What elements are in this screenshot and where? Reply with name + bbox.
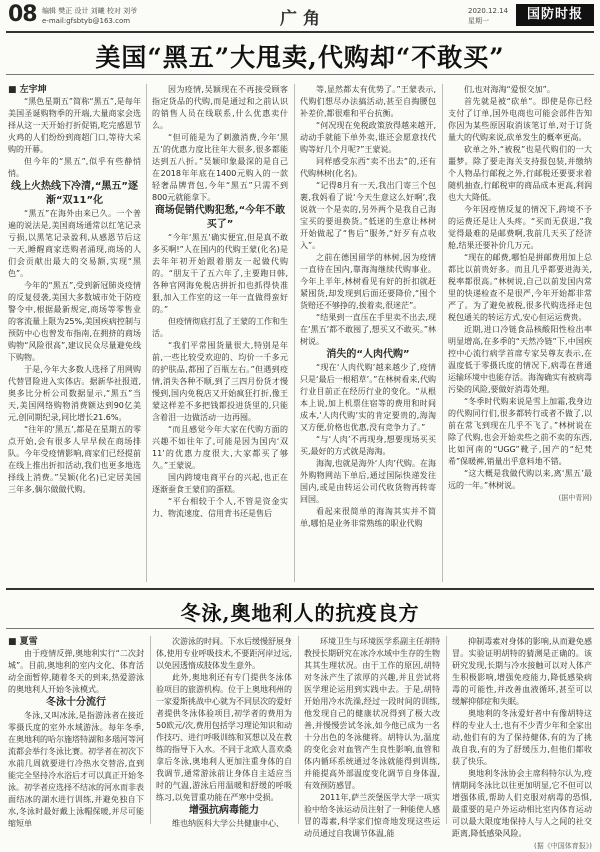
paragraph: 因为疫情,吴颖现在不再接受顾客指定货品的代购,而是通过和之前认识的销售人员在线联系,什么优惠卖什么。 — [152, 85, 288, 130]
column-divider — [446, 636, 447, 824]
subheading: 增强抗病毒能力 — [189, 805, 259, 816]
paragraph: 抑制毒素对身体的影响,从而避免感冒。实验证明胡特的猜测是正确的。该研究发现,长期与冷水接触可以对人体产生积极影响,增强免疫能力,降低感染病毒的可能性,并改善血液循环,甚至可以缓解抑郁症和失眠。 — [452, 637, 592, 706]
subheading: 消失的“人肉代购” — [326, 349, 410, 360]
newspaper-logo: 国防时报 — [516, 4, 594, 26]
masthead — [0, 0, 600, 34]
source-credit: (据中青网) — [558, 494, 592, 502]
paragraph: 今年的“黑五”,受到新冠肺炎疫情的反复侵袭,美国大多数城市处于防疫警令中,根据最新规定,商场等零售业的客流量上限为25%,美国疾病控制与预防中心也曾发布指南,在拥挤的商场购物“风险很高”,建议民众尽量避免线下购物。 — [8, 281, 141, 362]
paragraph: 今年因疫情反复的情况下,跨境不予的运费还是让人头疼。“买而无获退,”我觉得最难的是邮费啊,我前几天买了经济舱,结果还要补价几万元。 — [448, 205, 592, 250]
paragraph: 奥地利的冬泳爱好者中有像胡特这样的专业人士,也有不少青少年和全家出动,他们有的为了保持健体,有的为了挑战自我,有的为了舒缓压力,但他们都收获了快乐。 — [452, 709, 592, 766]
article1-column-4 — [448, 84, 592, 582]
headline-rule — [6, 628, 594, 629]
paragraph: 等,显然都太有优势了。”王蒙表示,代购们想尽办法搞活动,甚至自掏腰包补差价,都很难和平台抗衡。 — [300, 85, 436, 118]
editor-names: 编辑 樊正 设计 刘曦 校对 刘爷 — [42, 7, 138, 15]
article2-headline: 冬泳,奥地利人的抗疫良方 — [180, 601, 420, 625]
column-divider — [294, 84, 295, 582]
paragraph: “结果到一直压在手里卖不出去,现在‘黑五’都不敢囤了,想买又不敢买。”林树说。 — [300, 313, 436, 346]
paragraph: 但疫情彻底打乱了王蒙的工作和生活。 — [152, 317, 288, 338]
issue-date — [468, 6, 508, 26]
paragraph: “往年的‘黑五’,都是在星期五的零点开始,会有很多人早早候在商场排队。今年受疫情影响,商家们已经提前在线上推出折扣活动,我们也更多地选择线上消费。”吴颖(化名)已定居美国三年多,偶尔做做代购。 — [8, 425, 141, 494]
article2-byline: ■ 夏雪 — [8, 637, 38, 647]
paragraph: 于是,今年大多数人选择了用网购代替冒险进入实体店。据新华社报道,奥多比分析公司数据显示,“黑五”当天,美国网络购物消费额达到90亿美元,创同期纪录,同比增长21.6%。 — [8, 365, 141, 422]
paragraph: “而且感觉今年大家在代购方面的兴趣不如往年了,可能是因为国内‘双11’的优惠力度很大,大家都买了够久。”王蒙说。 — [152, 425, 288, 470]
paragraph: 由于疫情反弹,奥地利实行“二次封城”。目前,奥地利的室内文化、体育活动全面暂停,随着冬天的到来,热爱游泳的奥地利人开始冬泳模式。 — [8, 649, 144, 694]
paragraph: 首先就是被“砍单”。即使是你已经支付了订单,国外电商也可能会部件告知你因为某些原因取消该笔订单,对于订货量大的代购来说,砍单发生的概率更高。 — [448, 97, 592, 142]
paragraph: “记得8月有一天,我出门寄三个包裹,我妈看了说‘今天生意这么好啊’,我说就一个是卖的,另外两个是我自己海宝买的要退换货。”低迷的生意让林树开始做起了“售后”服务,“好歹有点收入”。 — [300, 181, 436, 250]
headline-rule — [6, 74, 594, 75]
paragraph: “这大概是我做代购以来,离‘黑五’最远的一年。”林树说。 — [448, 469, 592, 490]
paragraph: 海淘,也就是海外‘人肉’代购。在海外购物网站下单后,通过国际快递发往国内,或是由转运公司代收货物再转寄回国。 — [300, 459, 436, 504]
paragraph: 次游泳的时间。下水后缓慢舒展身体,使用专业呼吸技术,不要距河岸过远,以免因透惰成肢体发生意外。 — [156, 637, 292, 670]
paragraph: 砍单之外,“被税”也是代购们的一大噩梦。除了要走海关支持报包装,并缴纳个人物品行邮税之外,行邮税还要要求着随机抽查,行邮税审的商品成本更高,利润也大大降低。 — [448, 145, 592, 202]
article-separator — [6, 588, 594, 590]
column-divider — [442, 84, 443, 582]
paragraph: 同样感受东西“卖不出去”的,还有代购林树(化名)。 — [300, 157, 436, 178]
article1-column-3 — [300, 84, 436, 582]
source-credit: (据《中国体育报》) — [534, 842, 592, 850]
weekday-text: 星期一 — [468, 17, 489, 25]
paragraph: 但今年的“黑五”,似乎有些静悄悄。 — [8, 157, 141, 178]
header-rule — [6, 31, 594, 33]
column-divider — [146, 84, 147, 582]
article2-column-4 — [452, 636, 592, 850]
paragraph: “今年‘黑五’确实便宜,但是真不敢多买啊!”人在国内的代购王蒙(化名)是去年年初开始跟着朋友一起做代购的。“朋友干了五六年了,主要跑日韩,各种官网海免税店拼折扣也抓得快准狠,加入工作室的这一年一直做得蛮好的。” — [152, 233, 288, 314]
editor-email: e-mail:gfsbtyb@163.com — [42, 17, 131, 25]
paragraph: 看起来很简单的海淘其实并不简单,哪怕是业务非常熟练的职业代购 — [300, 507, 436, 528]
article1-headline: 美国“黑五”大甩卖,代购却“不敢买” — [95, 43, 505, 72]
subheading: 冬泳十分流行 — [46, 697, 106, 708]
section-title: 广 角 — [280, 9, 320, 29]
article2-column-2 — [156, 636, 292, 828]
paragraph: “何况现在免税政策放得越来越开,动动手就能下单外卖,谁还会愿意找代购等好几个月呢?”王蒙说。 — [300, 121, 436, 154]
paragraph: 维也纳医科大学公共健康中心、 — [172, 819, 284, 828]
paragraph: “冬季时代购来说是雪上加霜,我身边的代购同行们,很多都转行或者不做了,以前在常飞到现在几乎不飞了。”林树说在除了代购,也会开始卖些之前不卖的东西,比如河南的“UGG”靴子,国产的“纪梵希”保暖裤,销量出乎意料地不错。 — [448, 397, 592, 466]
paragraph: 冬泳,又叫冰泳,是指游泳者在接近零摄氏度的室外水域游泳。每年冬季,在奥地利的哈尔施塔特湖和多瑙河等河流都会举行冬泳比赛。初学者在初次下水前几周就要进行冷热水交替浴,直到能完全坚持冷水浴后才可以真正开始冬泳。初学者应选择不结冰的河水而非表面结冰的湖水进行训练,并避免独自下水,冬泳时最好戴上泳帽保暖,并尽可能缩短单 — [8, 711, 144, 828]
article1-byline: ■ 左宇坤 — [8, 85, 47, 95]
subheading: 线上火热线下冷清,“黑五”逐渐“双11”化 — [11, 181, 138, 206]
column-divider — [298, 636, 299, 824]
column-divider — [150, 636, 151, 824]
paragraph: “现在‘人肉代购’越来越少了,疫情只是‘最后一根稻草’。”在林树看来,代购行业目前正在经历行业的变化。“从根本上说,加上机票住宿等的费用和时间成本,‘人肉代购’实的肯定要贵的,海淘又方便,价格也优惠,没有竞争力了。” — [300, 363, 436, 432]
paragraph: 之前在德国留学的林树,因为疫情一直待在国内,靠海淘继续代购事业。今年上半年,林树看见有好的折扣就赶紧囤货,却发现到后面还要降价,“囤个货赔还不够挣的,挨着卖,很迷茫”。 — [300, 253, 436, 310]
paragraph: “黑色星期五”简称“黑五”,是每年美国圣诞购物季的开端,大量商家会选择从这一天开始打折促销,吃完感恩节火鸡的人们纷纷到商超门口,等待大采购的开幕。 — [8, 97, 141, 154]
paragraph: “平台相较于个人,不管是资金实力、物流速度、信用背书还是售后 — [152, 497, 288, 518]
subheading: 商场促销代购犯愁,“今年不敢买了” — [154, 205, 286, 230]
article1-column-2 — [152, 84, 288, 582]
paragraph: 奥地利冬泳协会主席科特尔认为,疫情期间冬泳比以往更加明显,它不但可以增强体质,帮助人们克服对病毒的恐惧,最重要的是户外运动相比室内体育运动可以最大限度地保持人与人之间的社交距离,降低感染风险。 — [452, 769, 592, 838]
paragraph: “但可能是为了刺激消费,今年‘黑五’的优惠力度比往年大很多,很多都能达到五八折。”吴颖印象最深的是自己在2018年年底在1400元购入的一款轻奢品牌背包,今年“黑五”只需不到800元就能拿下。 — [152, 133, 288, 202]
page-number: 08 — [8, 2, 37, 27]
paragraph: “现在的邮费,哪怕是拼邮费用加上总都比以前贵好多。而且几乎都要进海关,税率都很高。”林树说,自己以前发国内常里的快递检查不是很严,今年开始都非常严了。为了避免被税,很多代购选择走包税包通关的转运方式,安心但运运费贵。 — [448, 253, 592, 322]
paragraph: 近期,进口冷链食品核酸阳性检出率明显增高,在多季的“天然冷链”下,中国疾控中心流行病学首席专家吴尊友表示,在温度低于零摄氏度的情况下,病毒在普通运输环境中也能存活。海淘确实有被病毒污染的风险,要做好消毒处理。 — [448, 325, 592, 394]
paragraph: 2011年,萨兰茨堡医学大学一项实验中给冬泳运动员注射了一种能使人感冒的毒素,科学家们惊奇地发现这些运动员通过自我调节体温,能 — [304, 793, 440, 838]
paragraph: “黑五”在海外由来已久。一个普遍的说法是,美国商场通常以红笔记录亏损,以黑笔记录盈利,从感恩节后这一天,睡醒商家迭购者涌现,商场的人们会贡献出最大的交易额,实现“黑色”。 — [8, 209, 141, 278]
paragraph: 此外,奥地利还有专门提供冬泳体验项目的旅游机构。位于上奥地利州的一家爱斯挑战中心就为不同层次的爱好者提供冬泳体验项目,初学者的费用为50欧元/次,费用包括学习理论知识和动作技巧、进行呼吸训练和冥想以及在教练的指导下入水。不同于北欧人喜欢桑拿后冬泳,奥地利人更加注重身体的自我调节,通常游泳前让身体自主适应当时的气温,游泳后用温暖和舒缓的呼吸练习,以免冒重功能在严寒中受损。 — [156, 673, 292, 802]
paragraph: 环境卫生与环境医学系副主任胡特教授长期研究在冰冷水域中生存的生物其其生理状况。由于工作的原因,胡特对冬泳产生了浓厚的兴趣,并且尝试将医学理论运用到实践中去。于是,胡特开始用冷水洗澡,经过一段时间的训练,他发现自己的健康状况得到了极大改善,并慢慢尝试冬泳,如今他已成为一名十分出色的冬泳健将。胡特认为,温度的变化会对血管产生良性影响,血管和体内循环系统通过冬泳就能得到训练,并能提高外部温度变化调节自身体温,有效预防感冒。 — [304, 637, 440, 790]
article2-column-1 — [8, 636, 144, 828]
paragraph: “我们平常囤货量很大,特别是年前,一些比较受欢迎的、均价一千多元的护肤品,都囤了百瓶左右。”但遇到疫情,消失各种不顺,到了三四月份货才慢慢到,国内免税店又开始疯狂打折,像王蒙这样差不多把钱都投进货里的,只能含着泪一边做活动一边再囤。 — [152, 341, 288, 422]
paragraph: 国内跨境电商平台的兴起,也正在逐渐蚕食王蒙们的蛋糕。 — [152, 473, 288, 494]
date-text: 2020.12.14 — [468, 7, 509, 15]
paragraph: 们,也对海淘“爱恨交加”。 — [464, 85, 555, 94]
article2-column-3 — [304, 636, 440, 838]
paragraph: “与‘人肉’不再现身,想要现场买买买,最好的方式就是海淘。 — [300, 435, 436, 456]
article1-column-1 — [8, 84, 141, 582]
